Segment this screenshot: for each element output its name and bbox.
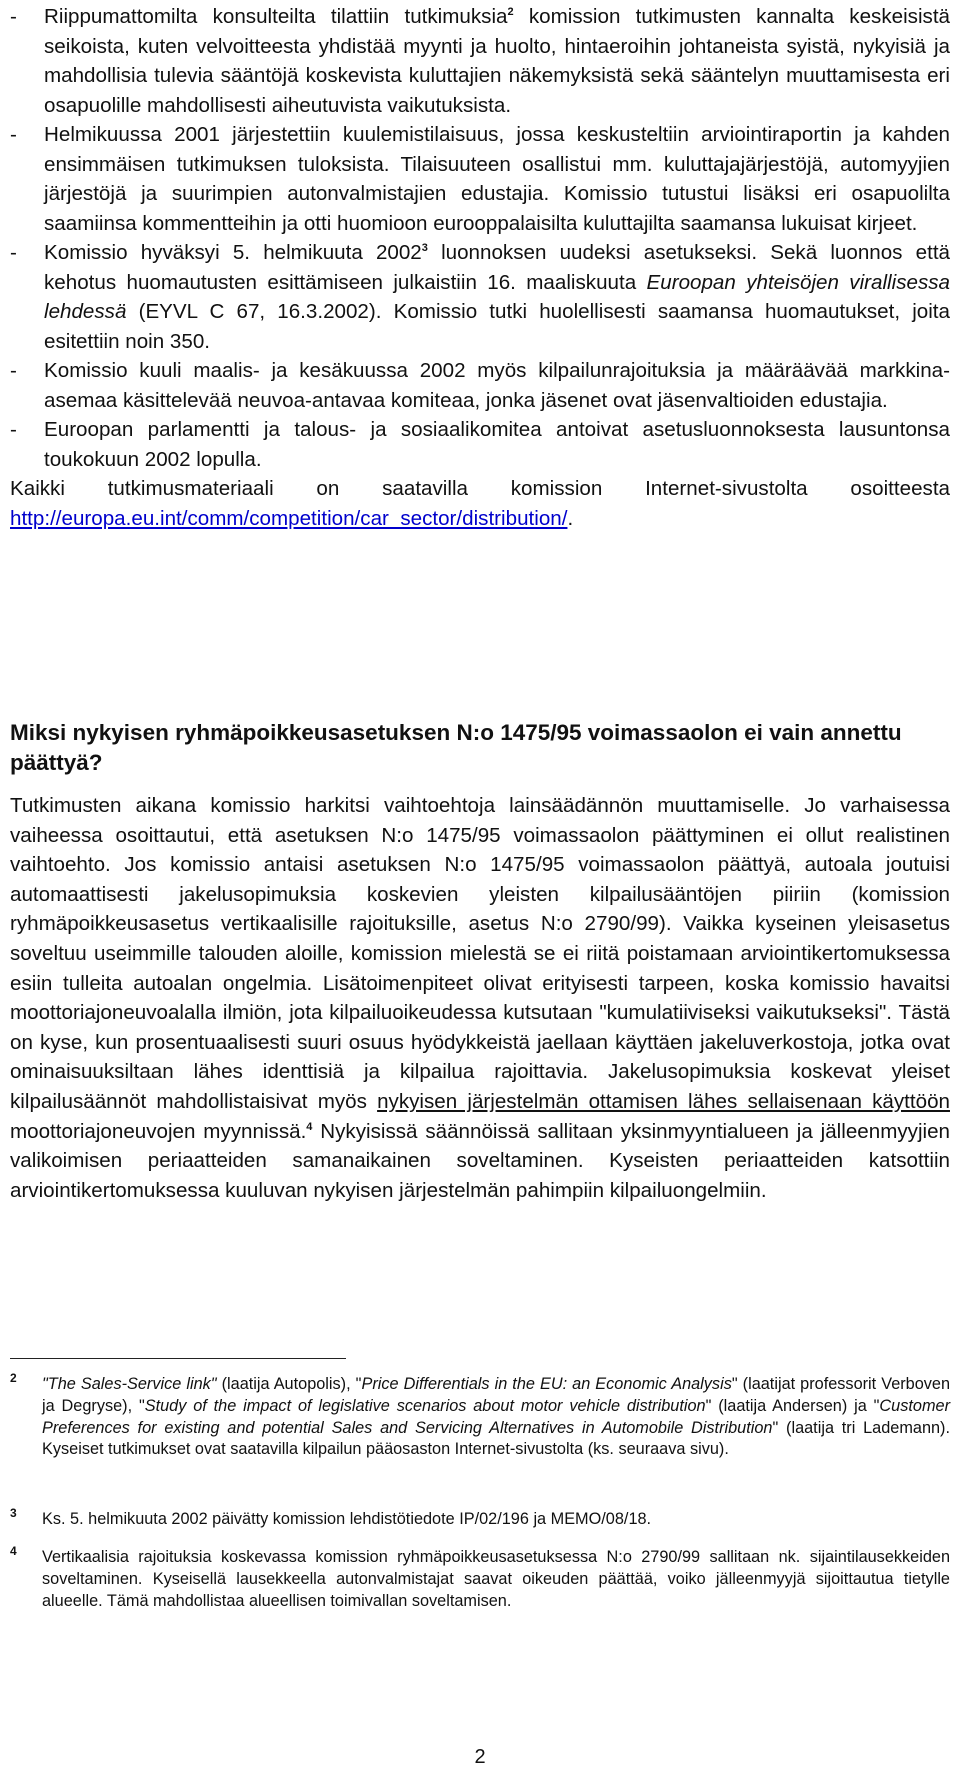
footnote-fragment: " (laatija tri Lademann). Kyseiset tutkimukset ovat saatavilla kilpailun pääosaston Internet-sivustolta (ks. seuraava sivu). bbox=[42, 1418, 950, 1459]
journal-title: Euroopan yhteisöjen virallisessa lehdessä bbox=[44, 270, 950, 323]
footnote-fragment: (laatija Autopolis), " bbox=[216, 1375, 362, 1393]
bullet-dash: - bbox=[10, 5, 17, 28]
footnote-number: 2 bbox=[10, 1371, 17, 1385]
footnote-text bbox=[42, 1374, 950, 1461]
footnote-number: 3 bbox=[10, 1506, 17, 1520]
list-item bbox=[10, 415, 950, 474]
bullet-dash: - bbox=[10, 241, 17, 264]
footnote bbox=[10, 1371, 951, 1461]
footnote-fragment: " (laatija Andersen) ja " bbox=[705, 1396, 880, 1415]
materials-link[interactable]: http://europa.eu.int/comm/competition/car_sector/distribution/ bbox=[10, 506, 568, 530]
materials-paragraph bbox=[10, 474, 950, 533]
footnote-ref[interactable]: 4 bbox=[306, 1120, 313, 1133]
footnote-text: Ks. 5. helmikuuta 2002 päivätty komission lehdistötiedote IP/02/196 ja MEMO/08/18. bbox=[42, 1510, 652, 1528]
list-item-text: (EYVL C 67, 16.3.2002). Komissio tutki huolellisesti saamansa huomautukset, joita esitettiin noin 350. bbox=[44, 300, 950, 353]
list-item bbox=[10, 2, 950, 120]
footnote-ref[interactable]: 3 bbox=[421, 242, 428, 254]
footnote-separator bbox=[10, 1358, 346, 1359]
list-item-text: Komissio kuuli maalis- ja kesäkuussa 2002 myös kilpailunrajoituksia ja määräävää markkina-asemaa käsittelevää neuvoa-antavaa komiteaa, jonka jäsenet ovat jäsenvaltioiden edustajia. bbox=[44, 359, 950, 412]
footnote bbox=[10, 1544, 950, 1612]
materials-text: Kaikki tutkimusmateriaali on saatavilla komission Internet-sivustolta osoitteesta bbox=[10, 477, 950, 500]
bullet-dash: - bbox=[10, 418, 17, 441]
footnote bbox=[10, 1506, 950, 1531]
bullet-list bbox=[10, 2, 950, 533]
list-item-text: luonnoksen uudeksi asetukseksi. Sekä luonnos että kehotus huomautusten esittämiseen julkaistiin 16. maaliskuuta bbox=[44, 241, 950, 294]
list-item-text: Euroopan parlamentti ja talous- ja sosiaalikomitea antoivat asetusluonnoksesta lausuntonsa toukokuun 2002 lopulla. bbox=[44, 418, 950, 471]
list-item-text: Komissio hyväksyi 5. helmikuuta 2002 bbox=[44, 241, 422, 264]
list-item-text: Helmikuussa 2001 järjestettiin kuulemistilaisuus, jossa keskusteltiin arviointiraportin ja kahden ensimmäisen tutkimuksen tuloksista. Tilaisuuteen osallistui mm. kuluttajajärjestöjä, automyyjien järjestöjä ja suurimpien autonvalmistajien edustajia. Komissio tutustui lisäksi eri osapuolilta saamiinsa kommentteihin ja otti huomioon eurooppalaisilta kuluttajilta saamansa lukuisat kirjeet. bbox=[44, 123, 950, 235]
body-paragraph bbox=[10, 791, 950, 1205]
study-title: Study of the impact of legislative scenarios about motor vehicle distribution bbox=[144, 1396, 706, 1415]
underlined-phrase: nykyisen järjestelmän ottamisen lähes sellaisenaan käyttöön bbox=[377, 1089, 950, 1113]
list-item bbox=[10, 238, 950, 356]
footnote-number: 4 bbox=[10, 1544, 17, 1558]
body-text: moottoriajoneuvojen myynnissä. bbox=[10, 1119, 307, 1143]
list-item-text: komission tutkimusten kannalta keskeisistä seikoista, kuten velvoitteesta yhdistää myynti ja huolto, hintaeroihin johtaneista syistä, nykyisiä ja mahdollisia tulevia sääntöjä koskevista kuluttajien näkemyksistä sekä sääntelyn muuttamisesta eri osapuolille mahdollisesti aiheutuvista vaikutuksista. bbox=[44, 5, 950, 117]
list-item-text: Riippumattomilta konsulteilta tilattiin tutkimuksia bbox=[44, 5, 508, 28]
bullet-dash: - bbox=[10, 359, 17, 382]
page-number: 2 bbox=[474, 1746, 486, 1768]
body-text: Nykyisissä säännöissä sallitaan yksinmyyntialueen ja jälleenmyyjien valikoimisen periaatteiden samanaikainen soveltaminen. Kyseisten periaatteiden katsottiin arviointikertomuksessa kuuluvan nykyisen järjestelmän pahimpiin kilpailuongelmiin. bbox=[10, 1119, 950, 1202]
body-text: Tutkimusten aikana komissio harkitsi vaihtoehtoja lainsäädännön muuttamiselle. Jo varhaisessa vaiheessa osoittautui, että asetuksen N:o 1475/95 voimassaolon päättyminen ei ollut realistinen vaihtoehto. Jos komissio antaisi asetuksen N:o 1475/95 voimassaolon päättyä, autoala joutuisi automaattisesti jakelusopimuksia koskevien yleisten kilpailusääntöjen piiriin (komission ryhmäpoikkeusasetus vertikaalisille rajoituksille, asetus N:o 2790/99). Vaikka kyseinen yleisasetus soveltuu useimmille talouden aloille, komission mielestä se ei riitä poistamaan arviointikertomuksessa esiin tulleita autoalan ongelmia. Lisätoimenpiteet olivat erityisesti tarpeen, koska komissio havaitsi moottoriajoneuvoalalla ilmiön, jota kilpailuoikeudessa kutsutaan "kumulatiiviseksi vaikutukseksi". Tästä on kyse, kun prosentuaalisesti suuri osuus hyödykkeistä jaellaan käyttäen jakeluverkostoja, jotka ovat ominaisuuksiltaan lähes identtisiä ja kilpailua rajoittavia. Jakelusopimuksia koskevat yleiset kilpailusäännöt mahdollistaisivat myös bbox=[10, 794, 950, 1113]
footnote-ref[interactable]: 2 bbox=[507, 6, 514, 18]
section-heading: Miksi nykyisen ryhmäpoikkeusasetuksen N:o 1475/95 voimassaolon ei vain annettu päättyä? bbox=[10, 720, 902, 775]
study-title: "The Sales-Service link" bbox=[42, 1375, 217, 1393]
bullet-dash: - bbox=[10, 123, 17, 146]
study-title: Price Differentials in the EU: an Economic Analysis bbox=[361, 1375, 732, 1393]
footnote-text: Vertikaalisia rajoituksia koskevassa komission ryhmäpoikkeusasetuksessa N:o 2790/99 sallitaan nk. sijaintilausekkeiden soveltaminen. Kyseisellä lausekkeella autonvalmistajat saavat oikeuden päättää, voiko jälleenmyyjä sijoittautua tietylle alueelle. Tämä mahdollistaa alueellisen toimivallan soveltamisen. bbox=[42, 1548, 950, 1610]
sentence-end: . bbox=[567, 506, 574, 530]
document-page bbox=[10, 0, 950, 1780]
list-item bbox=[10, 120, 950, 238]
study-title: Customer Preferences for existing and potential Sales and Servicing Alternatives in Automobile Distribution bbox=[42, 1396, 950, 1437]
footnote-fragment: " (laatijat professorit Verboven ja Degryse), " bbox=[42, 1375, 951, 1415]
list-item bbox=[10, 356, 950, 415]
